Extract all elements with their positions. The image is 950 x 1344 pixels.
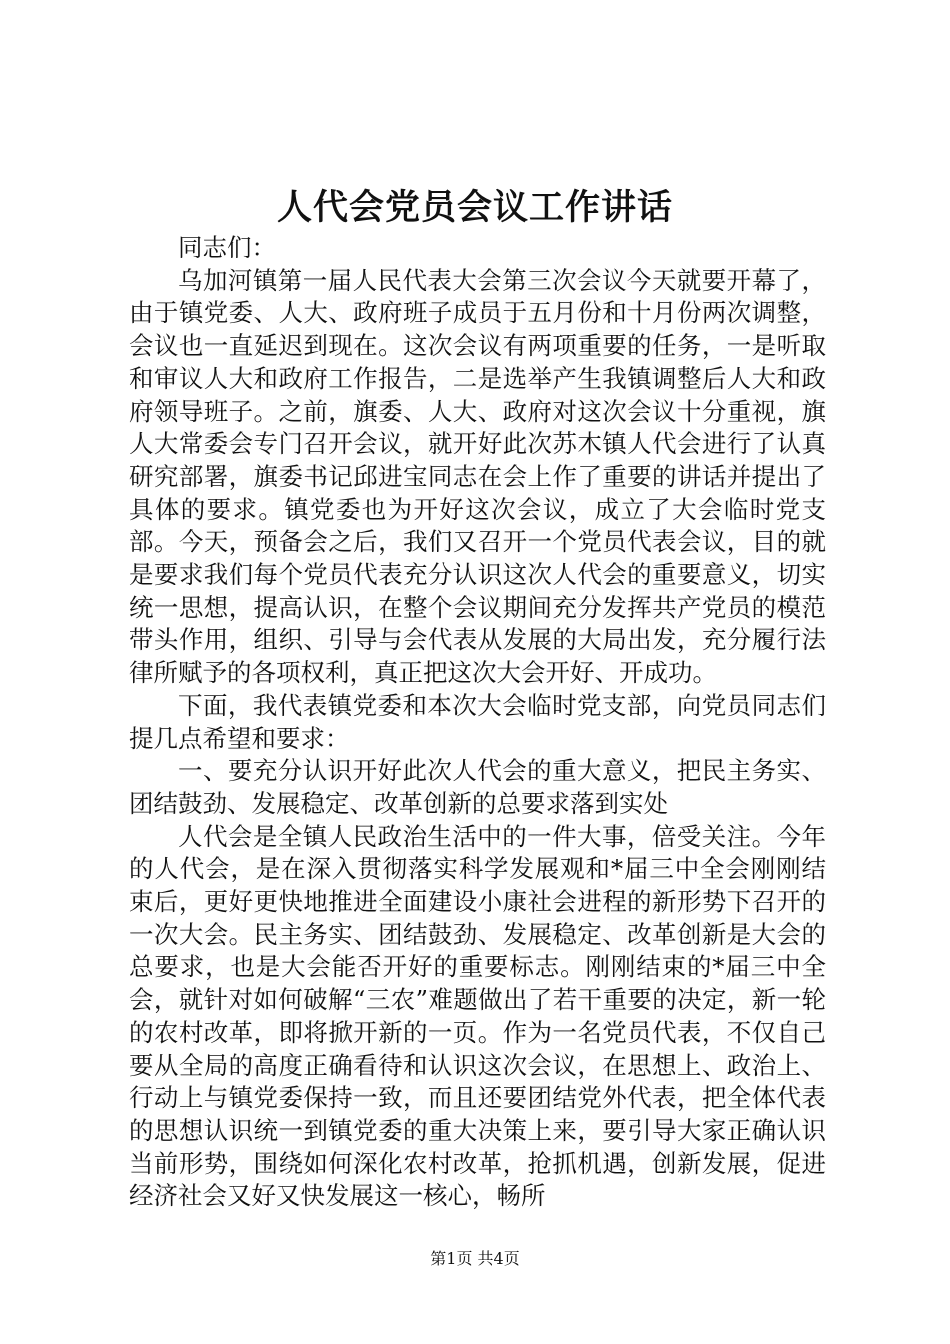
- document-title: 人代会党员会议工作讲话: [276, 187, 673, 228]
- document-body: [129, 232, 826, 1213]
- page-number-footer: 第1页 共4页: [430, 1249, 520, 1268]
- section-heading: 一、要充分认识开好此次人代会的重大意义，把民主务实、团结鼓劲、发展稳定、改革创新的总要求落到实处: [129, 756, 826, 818]
- body-paragraph: 人代会是全镇人民政治生活中的一件大事，倍受关注。今年的人代会，是在深入贯彻落实科学发展观和*届三中全会刚刚结束后，更好更快地推进全面建设小康社会进程的新形势下召开的一次大会。民主务实、团结鼓劲、发展稳定、改革创新是大会的总要求，也是大会能否开好的重要标志。刚刚结束的*届三中全会，就针对如何破解“三农”难题做出了若干重要的决定，新一轮的农村改革，即将掀开新的一页。作为一名党员代表，不仅自己要从全局的高度正确看待和认识这次会议，在思想上、政治上、行动上与镇党委保持一致，而且还要团结党外代表，把全体代表的思想认识统一到镇党委的重大决策上来，要引导大家正确认识当前形势，围绕如何深化农村改革，抢抓机遇，创新发展，促进经济社会又好又快发展这一核心，畅所: [129, 821, 826, 1211]
- salutation-paragraph: 同志们：: [178, 233, 276, 262]
- body-paragraph: 下面，我代表镇党委和本次大会临时党支部，向党员同志们提几点希望和要求：: [129, 690, 826, 753]
- body-paragraph: 乌加河镇第一届人民代表大会第三次会议今天就要开幕了，由于镇党委、人大、政府班子成员于五月份和十月份两次调整，会议也一直延迟到现在。这次会议有两项重要的任务，一是听取和审议人大和政府工作报告，二是选举产生我镇调整后人大和政府领导班子。之前，旗委、人大、政府对这次会议十分重视，旗人大常委会专门召开会议，就开好此次苏木镇人代会进行了认真研究部署，旗委书记邱进宝同志在会上作了重要的讲话并提出了具体的要求。镇党委也为开好这次会议，成立了大会临时党支部。今天，预备会之后，我们又召开一个党员代表会议，目的就是要求我们每个党员代表充分认识这次人代会的重要意义，切实统一思想，提高认识，在整个会议期间充分发挥共产党员的模范带头作用，组织、引导与会代表从发展的大局出发，充分履行法律所赋予的各项权利，真正把这次大会开好、开成功。: [129, 265, 826, 688]
